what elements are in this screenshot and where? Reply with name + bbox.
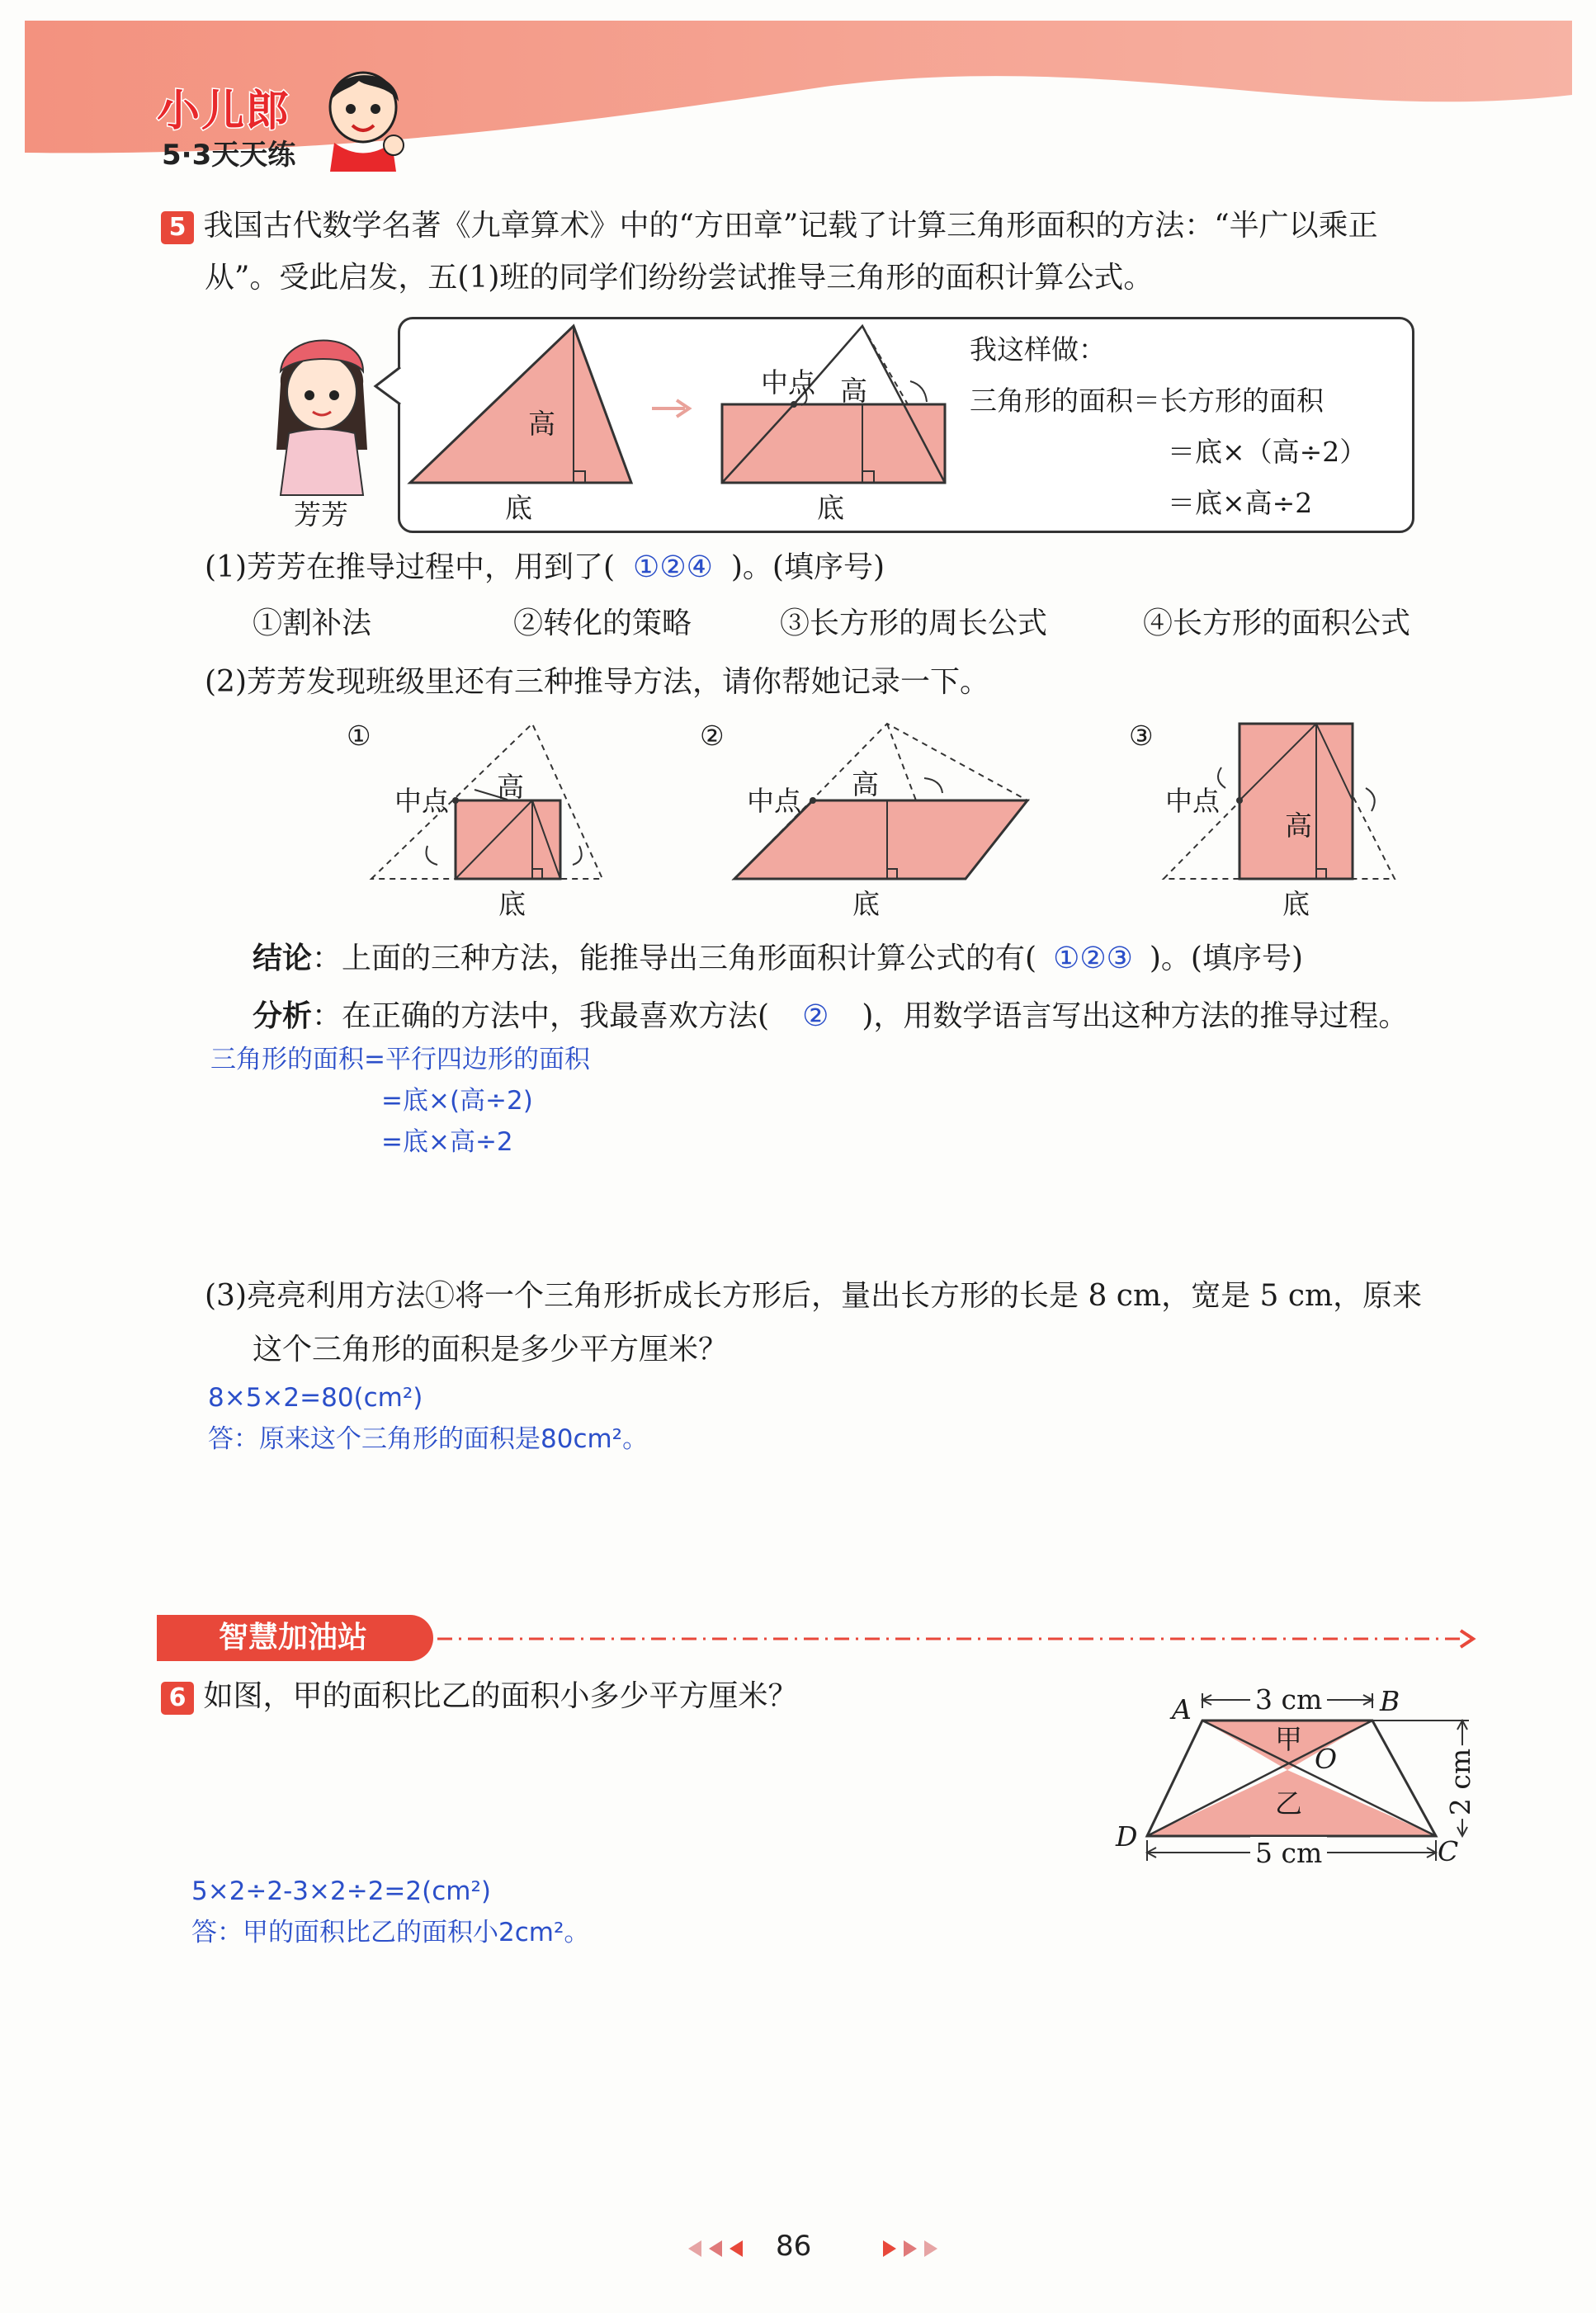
work-line3: =底×高÷2 [381, 1127, 513, 1157]
analysis-answer: ② [802, 999, 829, 1033]
brand-logo: 小儿郎 [157, 87, 291, 136]
part3-prompt-line2: 这个三角形的面积是多少平方厘米？ [253, 1333, 729, 1367]
q6-label-O: O [1315, 1743, 1338, 1775]
method3-midpoint-label: 中点 [1165, 785, 1220, 817]
girl-fangfang-icon [260, 326, 384, 499]
method-line2: ＝底×（高÷2） [1168, 436, 1367, 468]
q6-number-badge: 6 [161, 1682, 194, 1715]
part3-answer: 答：原来这个三角形的面积是80cm²。 [208, 1424, 649, 1454]
part1-answer: ①②④ [633, 550, 713, 584]
q6-label-D: D [1116, 1820, 1138, 1853]
tri-base-label: 底 [505, 492, 532, 524]
method1-base-label: 底 [498, 888, 526, 920]
q5-part2-prompt: (2)芳芳发现班级里还有三种推导方法，请你帮她记录一下。 [205, 665, 989, 699]
section-title: 智慧加油站 [219, 1621, 368, 1655]
work-line1: 三角形的面积=平行四边形的面积 [210, 1045, 590, 1074]
next-arrows-icon [866, 2238, 941, 2259]
method2-height-label: 高 [852, 768, 879, 800]
work-line2: =底×(高÷2) [381, 1086, 533, 1116]
q6-prompt: 如图，甲的面积比乙的面积小多少平方厘米？ [203, 1679, 798, 1713]
girl-name-label: 芳芳 [294, 498, 348, 531]
mascot-boy-icon [318, 56, 408, 172]
q6-bottom-length: 5 cm [1250, 1837, 1327, 1869]
analysis-line: 分析：在正确的方法中，我最喜欢方法( ② )，用数学语言写出这种方法的推导过程。 [253, 998, 1409, 1033]
q6-jia-label: 甲 [1275, 1723, 1302, 1755]
option-2: ②转化的策略 [513, 607, 692, 640]
method2-base-label: 底 [852, 888, 880, 920]
rect-height-label: 高 [840, 375, 867, 407]
prev-arrows-icon [685, 2238, 759, 2259]
conclusion-label: 结论 [253, 941, 313, 975]
method-title: 我这样做： [970, 333, 1106, 366]
q6-work: 5×2÷2-3×2÷2=2(cm²) [191, 1876, 491, 1906]
option-3: ③长方形的周长公式 [780, 607, 1048, 640]
option-1: ①割补法 [253, 607, 372, 640]
part3-work: 8×5×2=80(cm²) [208, 1383, 423, 1413]
method2-midpoint-label: 中点 [747, 785, 801, 817]
q6-label-B: B [1380, 1685, 1400, 1717]
q6-answer: 答：甲的面积比乙的面积小2cm²。 [191, 1918, 590, 1947]
q6-prompt-line [161, 1677, 797, 1716]
part3-prompt-line1: (3)亮亮利用方法①将一个三角形折成长方形后，量出长方形的长是 8 cm，宽是 5 cm，原来 [205, 1279, 1423, 1313]
method1-midpoint-label: 中点 [394, 785, 449, 817]
series-name: 5·3天天练 [162, 139, 296, 172]
section-divider [433, 1626, 1481, 1652]
q6-label-A: A [1172, 1693, 1192, 1725]
conclusion-answer: ①②③ [1053, 942, 1133, 975]
rect-midpoint-label: 中点 [761, 366, 815, 399]
q5-intro-line1 [161, 206, 1378, 246]
rect-base-label: 底 [817, 492, 844, 524]
tri-height-label: 高 [528, 408, 555, 440]
conclusion-line: 结论：上面的三种方法，能推导出三角形面积计算公式的有( ①②③ )。(填序号) [253, 941, 1304, 975]
q6-top-length: 3 cm [1250, 1683, 1327, 1716]
method3-base-label: 底 [1282, 888, 1310, 920]
method-diagram [400, 319, 978, 526]
analysis-label: 分析 [253, 998, 313, 1033]
q6-label-C: C [1438, 1835, 1459, 1867]
method-line1: 三角形的面积＝长方形的面积 [970, 385, 1324, 417]
method3-height-label: 高 [1285, 810, 1312, 842]
q5-number-badge: 5 [161, 211, 194, 244]
q6-height-length: 2 cm [1444, 1745, 1476, 1819]
method1-label: ① [347, 720, 371, 752]
method-diagrams-row [363, 714, 1436, 895]
q6-yi-label: 乙 [1275, 1787, 1302, 1820]
page-number: 86 [776, 2230, 812, 2263]
method-line3: ＝底×高÷2 [1168, 487, 1313, 519]
q5-intro-line2: 从”。受此启发，五(1)班的同学们纷纷尝试推导三角形的面积计算公式。 [205, 261, 1154, 295]
frame-pointer [371, 363, 404, 413]
method2-label: ② [700, 720, 725, 752]
option-4: ④长方形的面积公式 [1143, 607, 1411, 640]
q5-part1-prompt: (1)芳芳在推导过程中，用到了( ①②④ )。(填序号) [205, 550, 885, 584]
q5-intro-text1: 我国古代数学名著《九章算术》中的“方田章”记载了计算三角形面积的方法：“半广以乘正 [203, 209, 1378, 243]
method3-label: ③ [1129, 720, 1154, 752]
method1-height-label: 高 [497, 771, 524, 803]
